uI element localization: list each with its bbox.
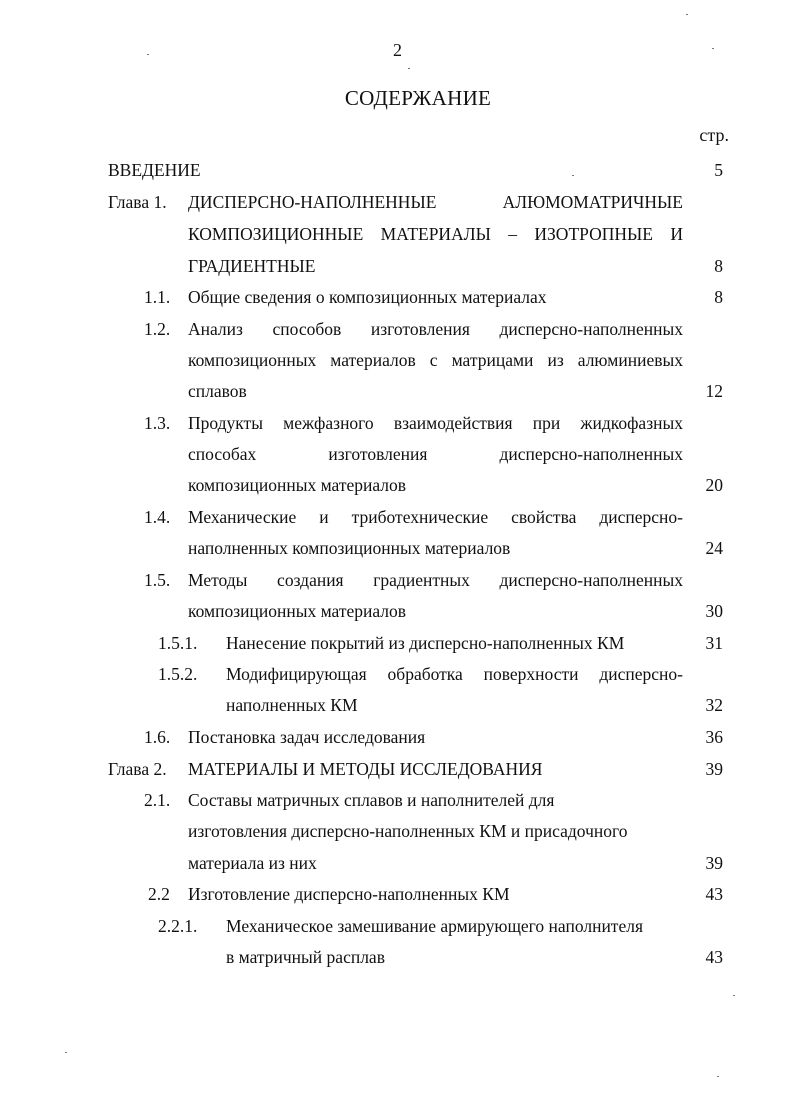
toc-entry-page: 39 — [705, 853, 723, 873]
toc-entry-number: 1.3. — [144, 413, 171, 433]
toc-entry-page: 30 — [705, 601, 723, 621]
toc-entry-page: 20 — [705, 475, 723, 495]
toc-entry-title: Методы создания градиентных дисперсно-наполненных — [188, 570, 683, 590]
toc-entry-title: композиционных материалов — [188, 475, 407, 495]
toc-entry-title: Нанесение покрытий из дисперсно-наполненных КМ — [226, 633, 625, 653]
scan-speck — [65, 1052, 67, 1053]
toc-entry-title: Постановка задач исследования — [188, 727, 426, 747]
toc-entry-title: ДИСПЕРСНО-НАПОЛНЕННЫЕ АЛЮМОМАТРИЧНЫЕ — [188, 192, 683, 212]
page-column-label: стр. — [699, 125, 729, 145]
scan-speck — [733, 995, 735, 996]
toc-entry-title: Механическое замешивание армирующего наполнителя — [226, 916, 644, 936]
toc-entry-number: 1.4. — [144, 507, 171, 527]
toc-entry-page: 8 — [714, 287, 723, 307]
toc-entry-page: 5 — [714, 160, 723, 180]
toc-entry-page: 43 — [705, 884, 723, 904]
toc-entry-title: Изготовление дисперсно-наполненных КМ — [188, 884, 510, 904]
page-title: СОДЕРЖАНИЕ — [344, 86, 492, 110]
scan-speck — [147, 54, 149, 55]
scan-speck — [572, 175, 574, 176]
toc-entry-number: 1.6. — [144, 727, 171, 747]
toc-entry-page: 32 — [705, 695, 723, 715]
toc-entry-title: МАТЕРИАЛЫ И МЕТОДЫ ИССЛЕДОВАНИЯ — [188, 759, 543, 779]
toc-entry-title: Механические и триботехнические свойства дисперсно- — [188, 507, 683, 527]
toc-entry-page: 8 — [714, 256, 723, 276]
toc-entry-number: 2.1. — [144, 790, 171, 810]
scan-speck — [712, 48, 714, 49]
toc-entry-number: 1.5.2. — [158, 664, 198, 684]
toc-entry-number: 1.5. — [144, 570, 171, 590]
scan-speck — [686, 14, 688, 15]
toc-entry-title: Продукты межфазного взаимодействия при жидкофазных — [188, 413, 683, 433]
toc-entry-page: 31 — [705, 633, 723, 653]
toc-entry-title: наполненных КМ — [226, 695, 358, 715]
toc-entry-title: способах изготовления дисперсно-наполненных — [188, 444, 683, 464]
toc-entry-page: 43 — [705, 947, 723, 967]
toc-entry-title: Общие сведения о композиционных материалах — [188, 287, 547, 307]
page-number: 2 — [393, 40, 402, 60]
toc-entry-title: изготовления дисперсно-наполненных КМ и присадочного — [188, 821, 628, 841]
toc-entry-page: 24 — [705, 538, 723, 558]
toc-entry-number: Глава 2. — [108, 759, 167, 779]
toc-entry-title: Модифицирующая обработка поверхности дисперсно- — [226, 664, 683, 684]
toc-entry-title: композиционных материалов с матрицами из алюминиевых — [188, 350, 683, 370]
toc-entry-title: Составы матричных сплавов и наполнителей для — [188, 790, 555, 810]
toc-entry-title: композиционных материалов — [188, 601, 407, 621]
toc-entry-title: Анализ способов изготовления дисперсно-наполненных — [188, 319, 683, 339]
toc-entry-number: 2.2 — [148, 884, 170, 904]
toc-entry-title: наполненных композиционных материалов — [188, 538, 511, 558]
toc-entry-number: 1.5.1. — [158, 633, 198, 653]
toc-entry-title: сплавов — [188, 381, 247, 401]
scan-speck — [408, 68, 410, 69]
toc-entry-number: 1.2. — [144, 319, 171, 339]
toc-entry-title: ВВЕДЕНИЕ — [108, 160, 201, 180]
toc-entry-title: ГРАДИЕНТНЫЕ — [188, 256, 316, 276]
toc-entry-number: 2.2.1. — [158, 916, 198, 936]
scan-speck — [717, 1076, 719, 1077]
toc-entry-number: 1.1. — [144, 287, 171, 307]
toc-entry-page: 39 — [705, 759, 723, 779]
toc-entry-number: Глава 1. — [108, 192, 167, 212]
toc-entry-title: в матричный расплав — [226, 947, 385, 967]
toc-entry-page: 36 — [705, 727, 723, 747]
toc-entry-title: материала из них — [188, 853, 317, 873]
toc-entry-title: КОМПОЗИЦИОННЫЕ МАТЕРИАЛЫ – ИЗОТРОПНЫЕ И — [188, 224, 683, 244]
toc-entry-page: 12 — [705, 381, 723, 401]
